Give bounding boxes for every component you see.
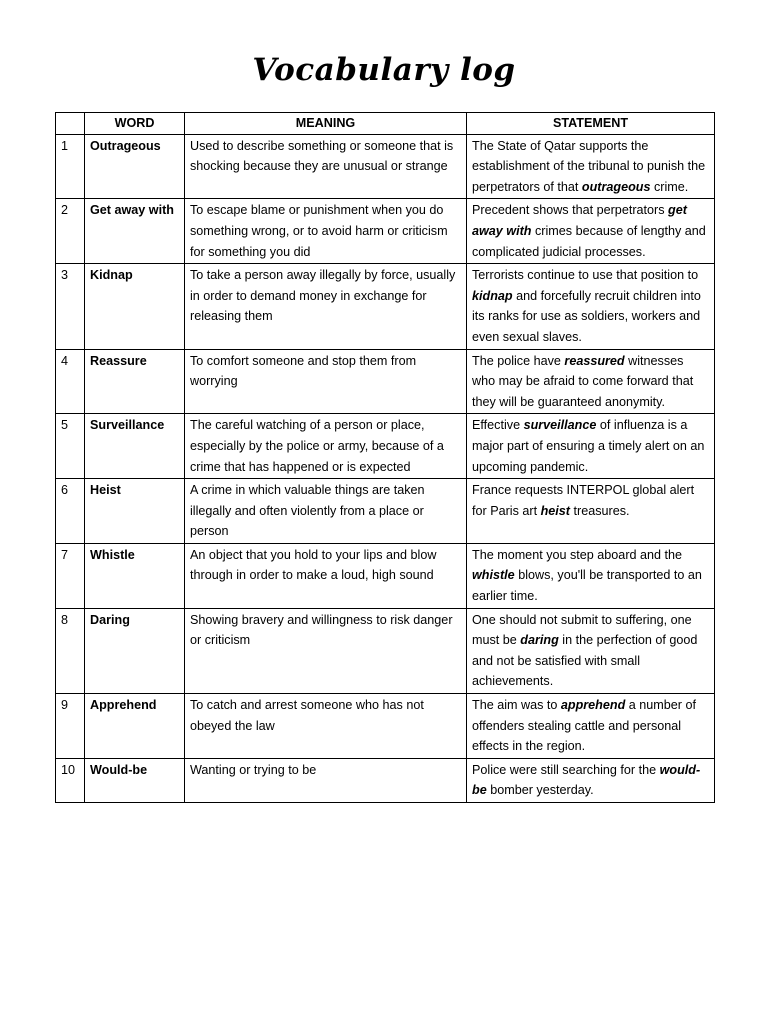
row-number: 7 [56,543,85,608]
statement-term: apprehend [560,698,626,713]
statement-text-after: witnesses who may be afraid to come forward that they will be guaranteed anonymity. [472,353,694,409]
table-row [56,758,715,802]
meaning-cell: A crime in which valuable things are taken illegally and often violently from a place or person [185,479,467,544]
column-header-number [56,113,85,135]
statement-text-after: crime. [650,179,689,194]
statement-cell [467,134,715,199]
statement-cell [467,349,715,414]
table-header-row [56,113,715,135]
column-header-statement: STATEMENT [467,113,715,135]
meaning-cell: Wanting or trying to be [185,758,467,802]
table-row [56,543,715,608]
row-number: 1 [56,134,85,199]
table-row [56,134,715,199]
statement-cell [467,199,715,264]
row-number: 4 [56,349,85,414]
word-cell: Surveillance [85,414,185,479]
table-row [56,694,715,759]
row-number: 6 [56,479,85,544]
statement-text-after: blows, you'll be transported to an earlier time. [472,568,702,604]
statement-cell [467,608,715,693]
statement-text-before: Precedent shows that perpetrators [472,203,669,218]
page-title: Vocabulary log [252,52,516,88]
statement-term: kidnap [472,288,513,303]
row-number: 3 [56,264,85,349]
table-row [56,414,715,479]
row-number: 5 [56,414,85,479]
word-cell: Outrageous [85,134,185,199]
statement-text-after: in the perfection of good and not be satisfied with small achievements. [472,633,698,689]
meaning-cell: To escape blame or punishment when you do something wrong, or to avoid harm or criticism for something you did [185,199,467,264]
statement-text-before: One should not submit to suffering, one must be [472,612,692,648]
meaning-cell: Used to describe something or someone that is shocking because they are unusual or strange [185,134,467,199]
meaning-cell: Showing bravery and willingness to risk danger or criticism [185,608,467,693]
word-cell: Reassure [85,349,185,414]
meaning-cell: The careful watching of a person or place, especially by the police or army, because of a crime that has happened or is expected [185,414,467,479]
table-row [56,199,715,264]
statement-term: daring [520,633,559,648]
column-header-word: WORD [85,113,185,135]
word-cell: Would-be [85,758,185,802]
row-number: 8 [56,608,85,693]
statement-text-before: The moment you step aboard and the [472,547,683,562]
statement-term: outrageous [581,179,651,194]
word-cell: Get away with [85,199,185,264]
word-cell: Kidnap [85,264,185,349]
word-cell: Daring [85,608,185,693]
statement-text-after: crimes because of lengthy and complicated judicial processes. [472,223,706,259]
table-row [56,479,715,544]
meaning-cell: An object that you hold to your lips and blow through in order to make a loud, high sound [185,543,467,608]
statement-text-after: treasures. [570,503,630,518]
meaning-cell: To take a person away illegally by force, usually in order to demand money in exchange for releasing them [185,264,467,349]
statement-cell [467,479,715,544]
statement-text-before: Terrorists continue to use that position to [472,268,699,283]
statement-text-after: bomber yesterday. [486,783,594,798]
row-number: 10 [56,758,85,802]
meaning-cell: To catch and arrest someone who has not obeyed the law [185,694,467,759]
statement-term: whistle [472,568,515,583]
statement-text-before: The police have [472,353,565,368]
statement-text-after: and forcefully recruit children into its ranks for use as soldiers, workers and even sexual slaves. [472,288,701,344]
row-number: 2 [56,199,85,264]
statement-cell [467,264,715,349]
statement-cell [467,758,715,802]
statement-term: heist [540,503,570,518]
word-cell: Apprehend [85,694,185,759]
statement-text-before: The State of Qatar supports the establishment of the tribunal to punish the perpetrators of that [472,138,706,194]
statement-cell [467,414,715,479]
statement-text-before: Police were still searching for the [472,762,660,777]
table-row [56,608,715,693]
statement-text-after: of influenza is a major part of ensuring a timely alert on an upcoming pandemic. [472,418,705,474]
statement-text-after: a number of offenders stealing cattle and personal effects in the region. [472,698,696,754]
word-cell: Heist [85,479,185,544]
statement-cell [467,694,715,759]
word-cell: Whistle [85,543,185,608]
meaning-cell: To comfort someone and stop them from worrying [185,349,467,414]
statement-term: reassured [564,353,625,368]
statement-cell [467,543,715,608]
statement-term: would-be [472,762,701,798]
row-number: 9 [56,694,85,759]
statement-term: get away with [472,203,687,238]
vocabulary-table [55,112,715,803]
statement-text-before: France requests INTERPOL global alert for Paris art [472,483,695,518]
statement-text-before: The aim was to [472,698,561,713]
column-header-meaning: MEANING [185,113,467,135]
statement-text-before: Effective [472,418,524,433]
table-row [56,349,715,414]
table-row [56,264,715,349]
statement-term: surveillance [523,418,597,433]
